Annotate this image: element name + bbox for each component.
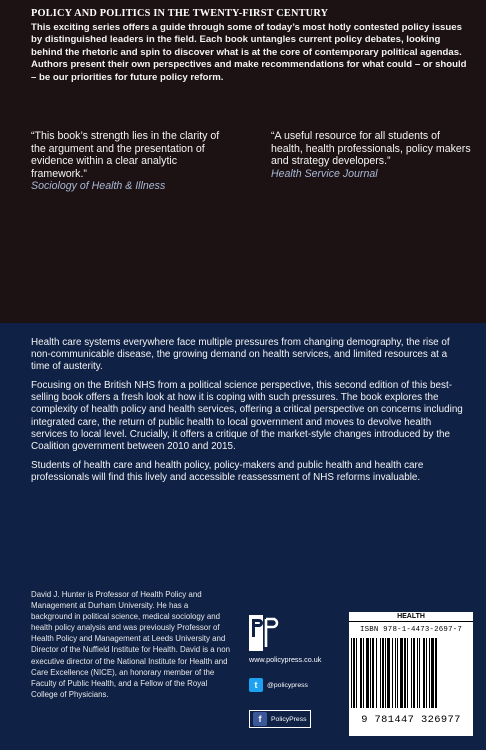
series-panel <box>0 0 486 323</box>
series-title: POLICY AND POLITICS IN THE TWENTY-FIRST CENTURY <box>31 8 329 19</box>
quote-source: Sociology of Health & Illness <box>31 180 166 193</box>
barcode-icon <box>349 638 457 708</box>
publisher-info <box>249 615 349 746</box>
author-bio: David J. Hunter is Professor of Health Policy and Management at Durham University. He has a background in political science, medical sociology and health policy analysis and was previously Professor of Health Policy and Management at Leeds University and Director of the Nuffield Institute for Health. David is a non executive director of the National Institute for Health and Care Excellence (NICE), an honorary member of the Faculty of Public Health, and a Fellow of the Royal College of Physicians. <box>31 590 230 699</box>
review-quote <box>271 130 471 193</box>
barcode-digits: 9 781447 326977 <box>361 714 461 726</box>
facebook-page[interactable] <box>249 712 349 726</box>
blurb-paragraph: Health care systems everywhere face multiple pressures from changing demography, the rise of non-communicable disease, the growing demand on health services, and limited resources at a time of austerity. <box>31 337 450 373</box>
blurb-paragraph: Students of health care and health policy, policy-makers and public health and health care professionals will find this lively and accessible reassessment of NHS reforms invaluable. <box>31 459 424 483</box>
twitter-label: @policypress <box>267 681 308 689</box>
policy-press-logo-icon <box>249 615 279 651</box>
series-description: This exciting series offers a guide through some of today’s most hotly contested policy issues by distinguished leaders in the field. Each book untangles current policy debates, looking behind the rhetoric and spin to discover what is at the core of contemporary political agendas. Authors present their own perspectives and make recommendations for what could – or should – be our priorities for future policy reform. <box>31 22 467 83</box>
twitter-handle[interactable] <box>249 678 349 692</box>
barcode-box <box>349 612 473 736</box>
twitter-icon: t <box>249 678 263 692</box>
quote-text: “This book’s strength lies in the clarity of the argument and the presentation of evidence within a clear analytic framework.” <box>31 130 220 180</box>
review-quote <box>31 130 231 193</box>
book-blurb <box>31 337 467 491</box>
blurb-paragraph: Focusing on the British NHS from a political science perspective, this second edition of this best-selling book offers a fresh look at how it is coping with such pressures. The book explores the complexity of health policy and health services, offering a critical perspective on concerns including integrated care, the return of public health to local government and moves to devolve health services to local level. Crucially, it offers a critique of the market-style changes introduced by the Coalition government between 2010 and 2015. <box>31 380 463 452</box>
subject-category: HEALTH <box>349 612 473 622</box>
facebook-label: PolicyPress <box>271 715 307 723</box>
quote-source: Health Service Journal <box>271 167 378 180</box>
publisher-url[interactable]: www.policypress.co.uk <box>249 655 322 664</box>
isbn-label: ISBN 978-1-4473-2697-7 <box>360 626 462 634</box>
facebook-box <box>249 710 311 728</box>
review-quotes <box>31 130 471 193</box>
blurb-panel <box>0 323 486 750</box>
quote-text: “A useful resource for all students of health, health professionals, policy makers and strategy developers.” <box>271 130 471 168</box>
facebook-icon: f <box>253 712 267 726</box>
